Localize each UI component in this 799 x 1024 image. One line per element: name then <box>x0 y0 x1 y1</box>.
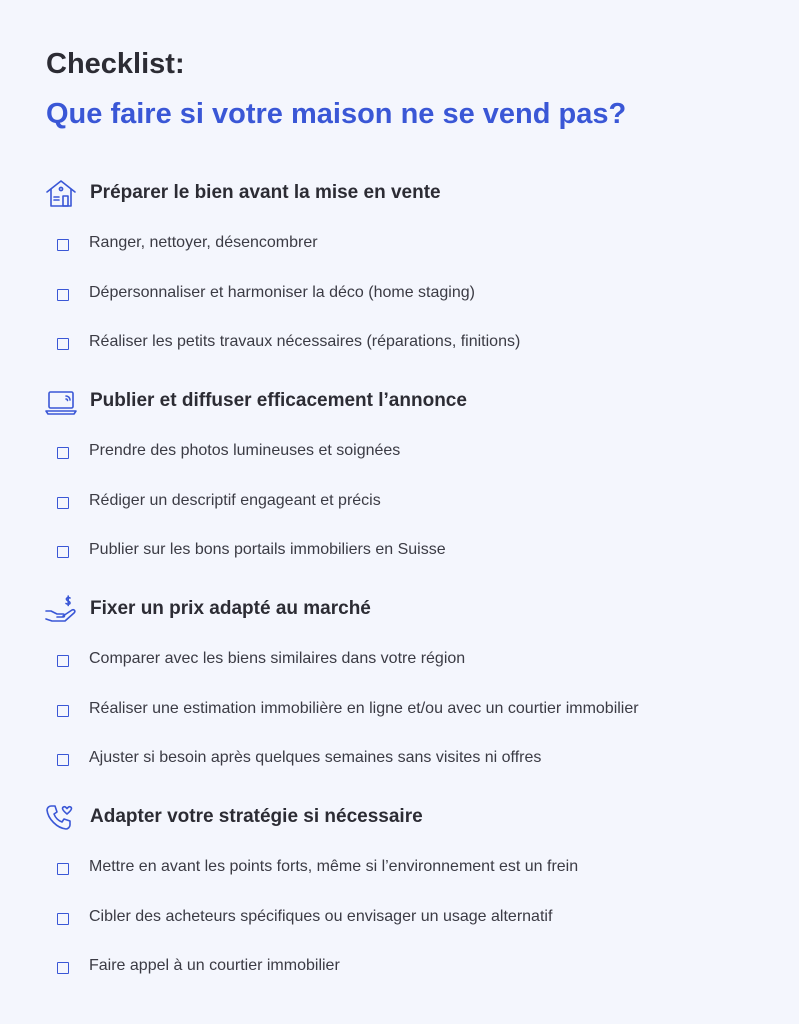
checklist-item[interactable] <box>0 333 799 357</box>
item-label: Publier sur les bons portails immobiliers en Suisse <box>89 541 446 558</box>
section-prepare <box>0 178 799 350</box>
item-label: Cibler des acheteurs spécifiques ou envisager un usage alternatif <box>89 908 553 925</box>
item-label: Ajuster si besoin après quelques semaines sans visites ni offres <box>89 749 542 766</box>
checkbox[interactable] <box>57 655 69 667</box>
checklist-item[interactable] <box>0 700 799 724</box>
item-label: Dépersonnaliser et harmoniser la déco (home staging) <box>89 284 475 301</box>
section-title: Préparer le bien avant la mise en vente <box>90 182 441 203</box>
item-label: Faire appel à un courtier immobilier <box>89 957 340 974</box>
checkbox[interactable] <box>57 546 69 558</box>
section-publish <box>0 386 799 558</box>
section-title: Fixer un prix adapté au marché <box>90 598 371 619</box>
checkbox[interactable] <box>57 239 69 251</box>
checklist-item[interactable] <box>0 284 799 308</box>
checklist-item[interactable] <box>0 908 799 932</box>
section-header <box>0 386 799 420</box>
item-label: Réaliser une estimation immobilière en ligne et/ou avec un courtier immobilier <box>89 700 639 717</box>
section-header <box>0 802 799 836</box>
page-subtitle: Que faire si votre maison ne se vend pas? <box>46 98 627 130</box>
checklist-item[interactable] <box>0 541 799 565</box>
checklist-item[interactable] <box>0 442 799 466</box>
hand-money-icon <box>44 594 78 624</box>
checkbox[interactable] <box>57 863 69 875</box>
checklist-item[interactable] <box>0 749 799 773</box>
section-header <box>0 594 799 628</box>
section-header <box>0 178 799 212</box>
checklist-item[interactable] <box>0 492 799 516</box>
item-label: Ranger, nettoyer, désencombrer <box>89 234 318 251</box>
checkbox[interactable] <box>57 913 69 925</box>
checkbox[interactable] <box>57 497 69 509</box>
section-price <box>0 594 799 766</box>
item-label: Rédiger un descriptif engageant et précis <box>89 492 381 509</box>
section-strategy <box>0 802 799 974</box>
section-title: Publier et diffuser efficacement l’annonce <box>90 390 467 411</box>
checkbox[interactable] <box>57 754 69 766</box>
checklist-item[interactable] <box>0 234 799 258</box>
item-label: Mettre en avant les points forts, même si l’environnement est un frein <box>89 858 579 875</box>
checkbox[interactable] <box>57 447 69 459</box>
checkbox[interactable] <box>57 705 69 717</box>
checklist-item[interactable] <box>0 858 799 882</box>
section-title: Adapter votre stratégie si nécessaire <box>90 806 423 827</box>
laptop-icon <box>44 386 78 416</box>
checkbox[interactable] <box>57 962 69 974</box>
checkbox[interactable] <box>57 338 69 350</box>
checklist-item[interactable] <box>0 650 799 674</box>
item-label: Prendre des photos lumineuses et soignées <box>89 442 401 459</box>
phone-heart-icon <box>44 802 78 832</box>
item-label: Réaliser les petits travaux nécessaires (réparations, finitions) <box>89 333 521 350</box>
checkbox[interactable] <box>57 289 69 301</box>
page-title: Checklist: <box>46 48 185 80</box>
house-icon <box>44 178 78 208</box>
checklist-item[interactable] <box>0 957 799 981</box>
item-label: Comparer avec les biens similaires dans votre région <box>89 650 466 667</box>
